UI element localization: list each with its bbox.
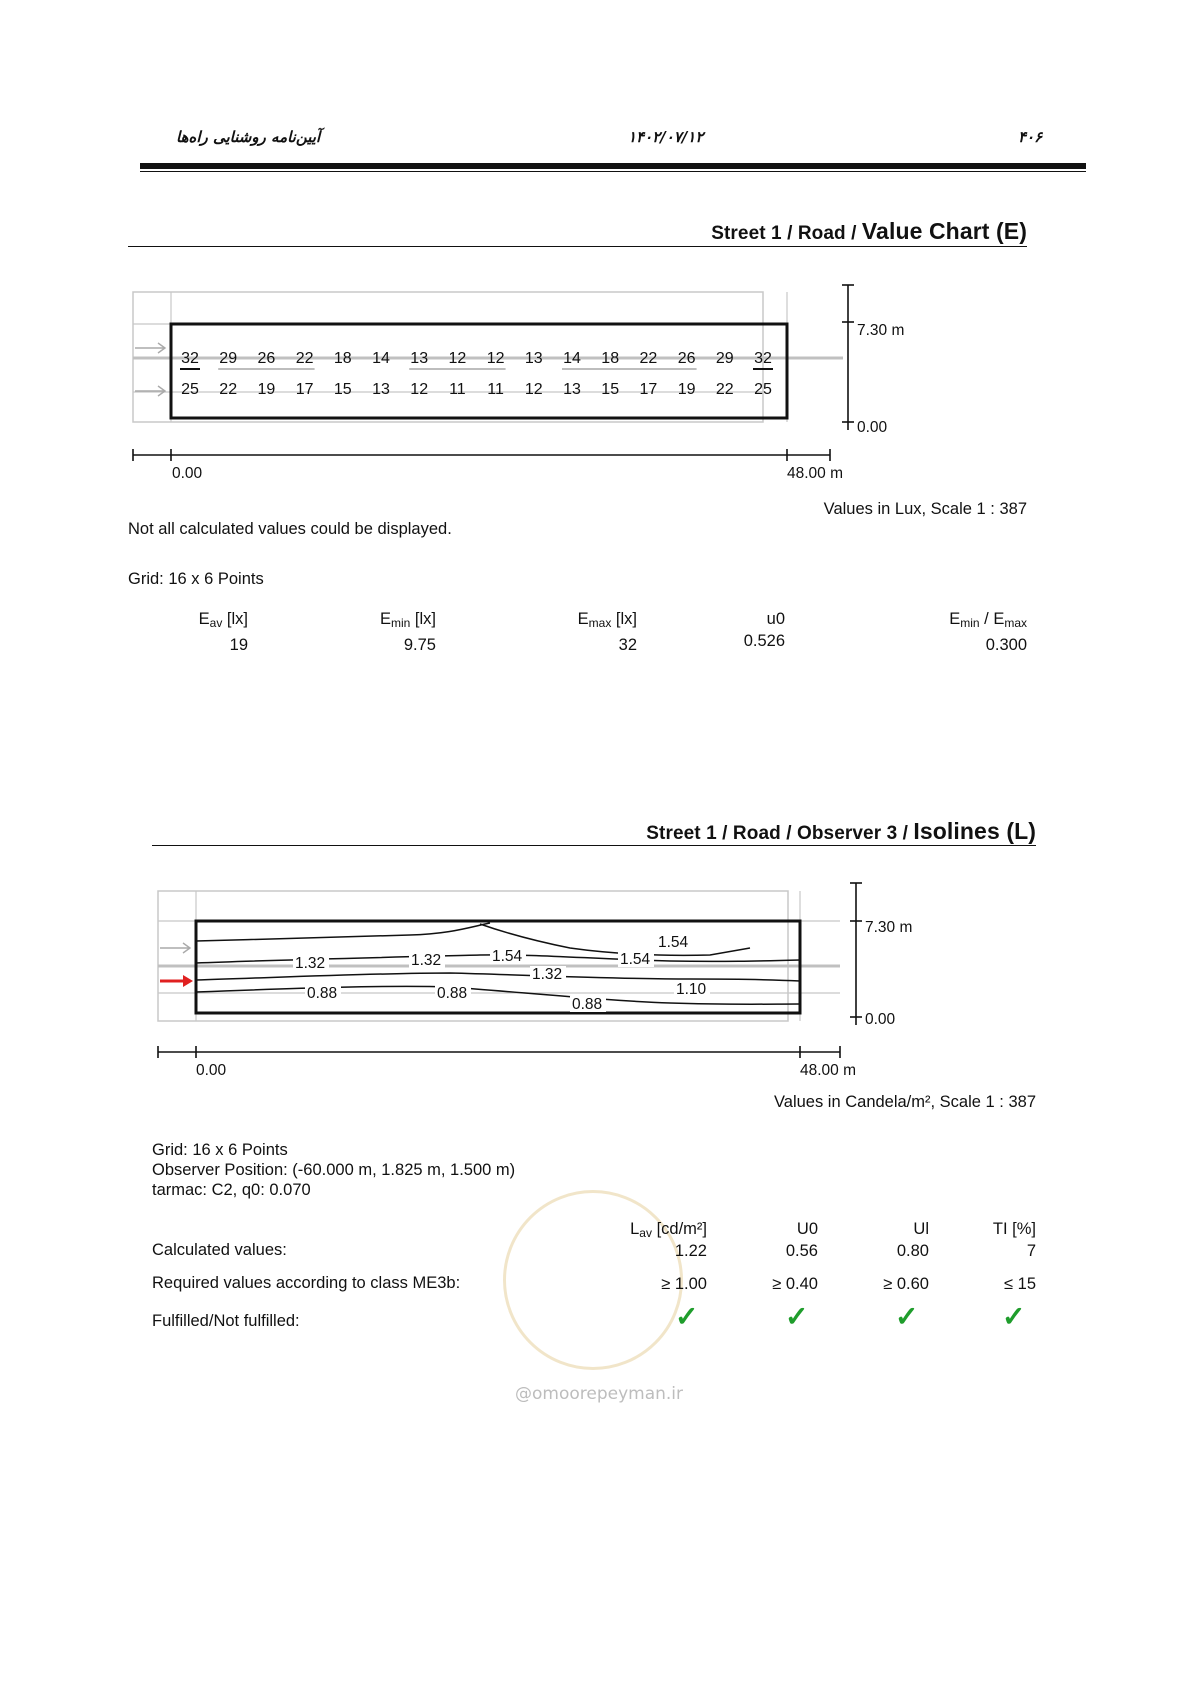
- grid-value-r1-c5: 18: [333, 350, 352, 367]
- grid-value-r1-c3: 26: [257, 350, 276, 367]
- grid-value-r1-c7: 13: [410, 350, 429, 367]
- value-chart-title-prefix: Street 1 / Road /: [711, 223, 862, 244]
- isoline-labels: [293, 934, 710, 1013]
- stat-emax: [578, 608, 637, 656]
- grid-value-r1-c8: 12: [448, 350, 467, 367]
- ratio-label-a: E: [949, 610, 961, 628]
- req-ti: ≤ 15: [1004, 1275, 1036, 1293]
- contour-1-10: [196, 973, 800, 981]
- width-dimension: [133, 449, 830, 461]
- grid-value-r1-c15: 29: [715, 350, 734, 367]
- header-rule-thick: [140, 163, 1086, 169]
- emin-value: 9.75: [403, 636, 436, 654]
- value-chart-title-main: Value Chart (E): [861, 218, 1027, 244]
- stat-eav: [199, 608, 248, 656]
- grid-value-r2-c3: 19: [257, 381, 276, 398]
- row-fulfilled-label: Fulfilled/Not fulfilled:: [152, 1312, 300, 1330]
- ratio-sub-a: min: [960, 616, 980, 630]
- calc-ti: 7: [1026, 1242, 1036, 1260]
- calc-ul: 0.80: [896, 1242, 929, 1260]
- emax-sub: max: [588, 616, 612, 630]
- grid-value-r2-c5: 15: [333, 381, 352, 398]
- eav-label: E: [198, 610, 210, 628]
- req-u0: ≥ 0.40: [772, 1275, 818, 1293]
- grid-value-r1-c14: 26: [677, 350, 696, 367]
- grid-value-r2-c9: 11: [487, 381, 504, 398]
- calc-u0: 0.56: [785, 1242, 818, 1260]
- emax-label: E: [577, 610, 589, 628]
- col-u0-header: U0: [796, 1220, 818, 1238]
- label-088-c: 0.88: [572, 996, 603, 1013]
- fulfilled-lav-check-icon: ✓: [675, 1301, 699, 1332]
- book-title: آیین‌نامه روشنایی راه‌ها: [176, 128, 321, 146]
- grid-value-r1-c11: 14: [563, 350, 581, 367]
- grid-value-r2-c10: 12: [524, 381, 543, 398]
- height-top-label: 7.30 m: [857, 322, 905, 339]
- page-number: ۴۰۶: [1018, 128, 1043, 146]
- value-chart-title: [711, 218, 1027, 245]
- value-chart-scale-note: Values in Lux, Scale 1 : 387: [823, 500, 1027, 518]
- grid-value-r1-c4: 22: [295, 350, 314, 367]
- header-rule-thin: [140, 171, 1086, 172]
- eav-sub: av: [209, 616, 223, 630]
- not-all-values-note: Not all calculated values could be displayed.: [128, 520, 452, 538]
- calc-lav: 1.22: [674, 1242, 707, 1260]
- isolines-height-top-label: 7.30 m: [865, 919, 913, 936]
- emin-unit: [lx]: [410, 610, 436, 628]
- isolines-width-end-label: 48.00 m: [800, 1062, 857, 1079]
- isolines-height-dimension: [850, 883, 862, 1025]
- fulfilled-ti-check-icon: ✓: [1002, 1301, 1026, 1332]
- width-end-label: 48.00 m: [787, 465, 844, 482]
- grid-value-r1-c16: 32: [754, 350, 772, 367]
- observer-position-note: Observer Position: (-60.000 m, 1.825 m, 1.500 m): [152, 1161, 516, 1179]
- grid-value-r1-c10: 13: [524, 350, 543, 367]
- label-132-b: 1.32: [411, 952, 442, 969]
- grid-value-r2-c14: 19: [677, 381, 696, 398]
- eav-value: 19: [229, 636, 248, 654]
- label-110: 1.10: [676, 981, 707, 998]
- ratio-value: 0.300: [985, 636, 1027, 654]
- u0-label: u0: [766, 610, 785, 628]
- grid-value-r2-c13: 17: [639, 381, 658, 398]
- isolines-info: [152, 1140, 515, 1200]
- col-ul-header: Ul: [913, 1220, 929, 1238]
- isolines-height-bottom-label: 0.00: [865, 1011, 896, 1028]
- row-required-label: Required values according to class ME3b:: [152, 1274, 461, 1292]
- u0-value: 0.526: [743, 632, 785, 650]
- grid-value-r2-c16: 25: [754, 381, 772, 398]
- label-088-b: 0.88: [437, 985, 468, 1002]
- stat-emin-emax: [949, 608, 1027, 656]
- row-calculated-label: Calculated values:: [152, 1241, 287, 1259]
- grid-value-r1-c2: 29: [219, 350, 238, 367]
- col-ti-header: TI [%]: [992, 1220, 1036, 1238]
- grid-value-r2-c4: 17: [295, 381, 314, 398]
- contour-1-54-left: [196, 923, 490, 941]
- grid-value-r2-c2: 22: [219, 381, 238, 398]
- grid-value-r1-c1: 32: [181, 350, 199, 367]
- grid-value-r1-c6: 14: [372, 350, 390, 367]
- value-chart-rule: [128, 246, 1027, 247]
- road-outline: [171, 324, 787, 418]
- observer-arrow: [160, 975, 193, 987]
- label-132-c: 1.32: [532, 966, 563, 983]
- label-154-c: 1.54: [658, 934, 689, 951]
- grid-value-r2-c6: 13: [372, 381, 390, 398]
- grid-value-r2-c1: 25: [181, 381, 199, 398]
- grid-value-r2-c7: 12: [410, 381, 429, 398]
- isolines-width-start-label: 0.00: [196, 1062, 227, 1079]
- ratio-sub-b: max: [1004, 616, 1027, 630]
- label-132-a: 1.32: [295, 955, 326, 972]
- isolines-rule: [152, 845, 1036, 846]
- grid-value-r2-c15: 22: [715, 381, 734, 398]
- lav-sub: av: [639, 1226, 652, 1240]
- emax-value: 32: [618, 636, 637, 654]
- ratio-mid: / E: [979, 610, 1005, 628]
- grid-value-r1-c9: 12: [486, 350, 505, 367]
- lane-arrows: [135, 343, 165, 396]
- label-088-a: 0.88: [307, 985, 338, 1002]
- tarmac-note: tarmac: C2, q0: 0.070: [152, 1181, 311, 1199]
- req-lav: ≥ 1.00: [661, 1275, 707, 1293]
- watermark-logo: [503, 1190, 683, 1370]
- fulfilled-u0-check-icon: ✓: [785, 1301, 809, 1332]
- isolines-lane-arrow-top: [160, 943, 190, 953]
- watermark-text: @omoorepeyman.ir: [515, 1384, 684, 1404]
- grid-value-r1-c12: 18: [601, 350, 620, 367]
- isolines-grid-note: Grid: 16 x 6 Points: [152, 1141, 288, 1159]
- req-ul: ≥ 0.60: [883, 1275, 929, 1293]
- lav-unit: [cd/m²]: [651, 1220, 707, 1238]
- value-chart-grid-note: Grid: 16 x 6 Points: [128, 570, 264, 588]
- stat-emin: [380, 608, 436, 656]
- header-date: ۱۴۰۲/۰۷/۱۲: [628, 128, 704, 146]
- isolines-title-main: Isolines (L): [913, 818, 1036, 844]
- grid-value-r2-c12: 15: [601, 381, 620, 398]
- isolines-scale-note: Values in Candela/m², Scale 1 : 387: [773, 1093, 1036, 1111]
- label-154-a: 1.54: [492, 948, 523, 965]
- value-chart-drawing: [120, 280, 905, 490]
- grid-value-r1-c13: 22: [639, 350, 658, 367]
- width-start-label: 0.00: [172, 465, 203, 482]
- height-bottom-label: 0.00: [857, 419, 888, 436]
- lav-label: L: [630, 1220, 640, 1238]
- grid-value-r2-c11: 13: [563, 381, 581, 398]
- stat-u0: [744, 608, 785, 652]
- emin-sub: min: [390, 616, 411, 630]
- isolines-title: [646, 818, 1036, 845]
- label-154-b: 1.54: [620, 951, 651, 968]
- emax-unit: [lx]: [611, 610, 637, 628]
- grid-value-r2-c8: 11: [449, 381, 466, 398]
- isolines-drawing: [150, 875, 913, 1085]
- isolines-width-dimension: [158, 1046, 840, 1058]
- fulfilled-ul-check-icon: ✓: [895, 1301, 919, 1332]
- emin-label: E: [379, 610, 391, 628]
- eav-unit: [lx]: [222, 610, 248, 628]
- isolines-title-prefix: Street 1 / Road / Observer 3 /: [646, 823, 914, 844]
- height-dimension: [842, 285, 854, 430]
